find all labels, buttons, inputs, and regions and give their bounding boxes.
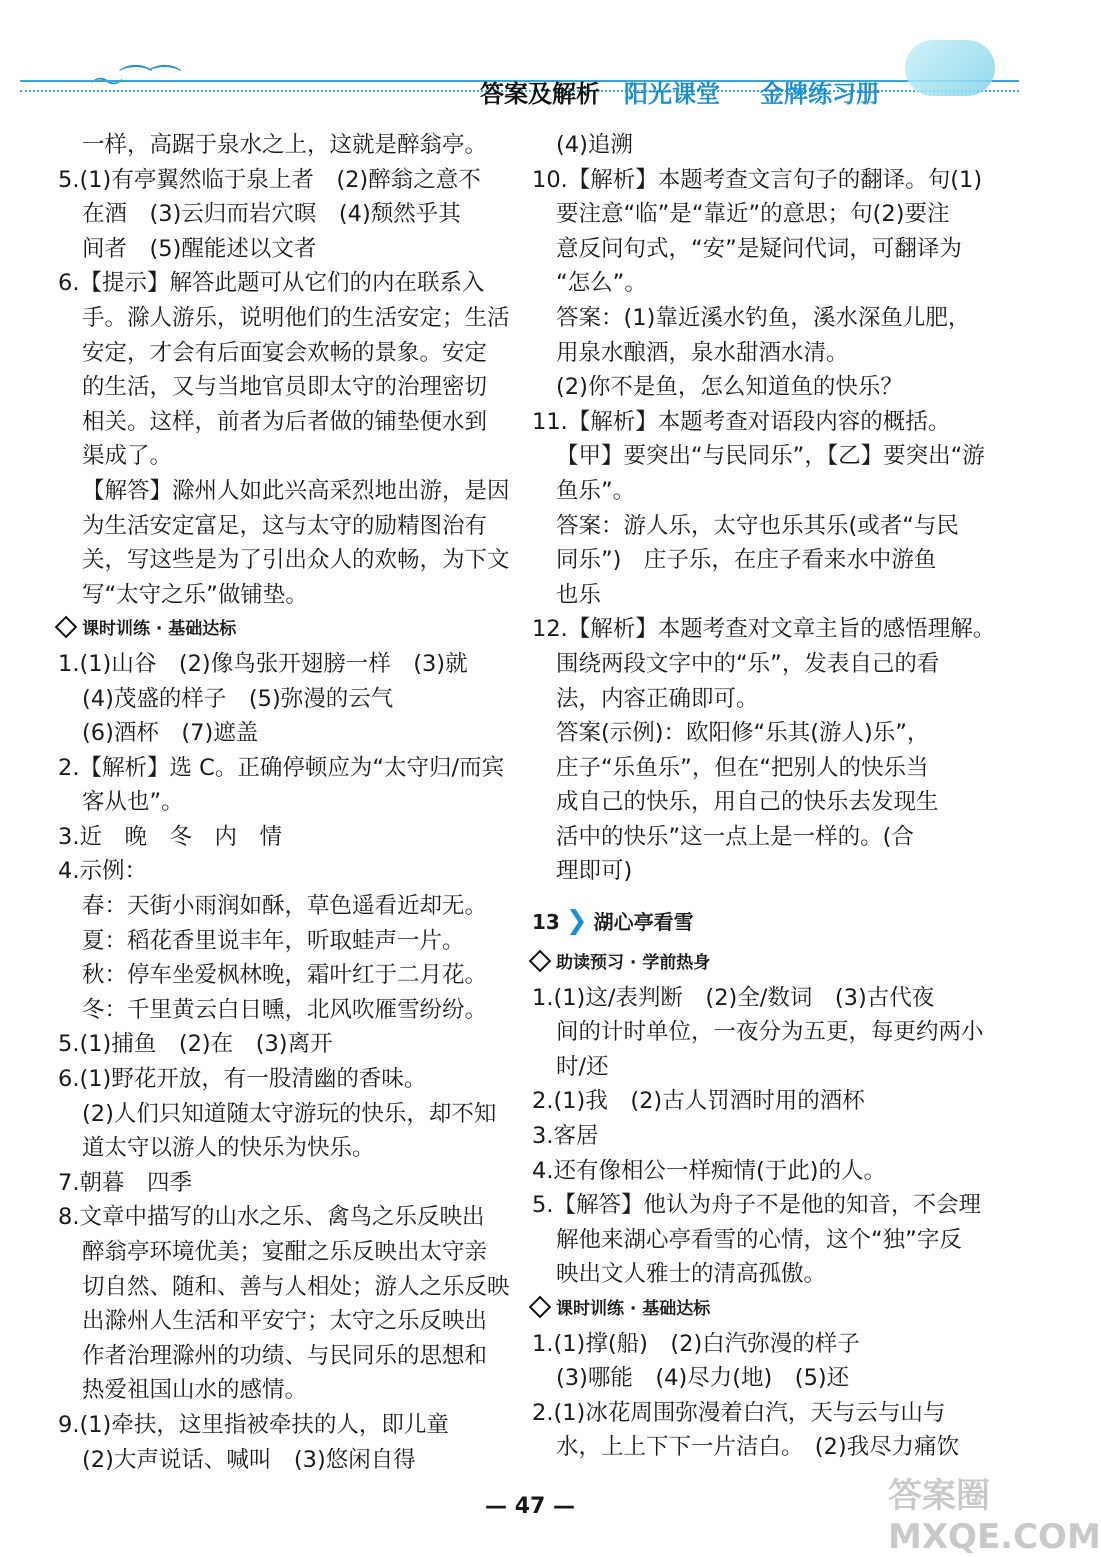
page-number: — 47 — <box>485 1494 575 1519</box>
text-line: 秋：停车坐爱枫林晚，霜叶红于二月花。 <box>82 962 488 989</box>
text-line: 为生活安定富足，这与太守的励精图治有 <box>82 512 488 539</box>
text-line: 答案：游人乐，太守也乐其乐(或者“与民 <box>556 512 959 539</box>
lesson-number: 13 <box>532 910 560 935</box>
text-line: 水，上上下下一片洁白。 (2)我尽力痛饮 <box>556 1434 960 1461</box>
text-line: 春：天街小雨润如酥，草色遥看近却无。 <box>82 893 488 920</box>
text-line: 6.(1)野花开放，有一股清幽的香味。 <box>58 1066 427 1093</box>
text-line: 意反问句式，“安”是疑问代词，可翻译为 <box>556 235 962 262</box>
text-line: 12.【解析】本题考查对文章主旨的感悟理解。 <box>532 616 996 643</box>
section-heading-text: 课时训练 · 基础达标 <box>82 619 237 640</box>
header-decoration <box>905 40 995 96</box>
text-line: 的生活，又与当地官员即太守的治理密切 <box>82 374 488 401</box>
section-heading <box>58 612 526 647</box>
text-line: 要注意“临”是“靠近”的意思；句(2)要注 <box>556 201 950 228</box>
chevron-right-icon: ❯ <box>565 906 588 937</box>
text-line: 9.(1)牵扶，这里指被牵扶的人，即儿童 <box>58 1411 449 1438</box>
text-line: (6)酒杯 (7)遮盖 <box>82 720 259 747</box>
text-line: 11.【解析】本题考查对语段内容的概括。 <box>532 408 951 435</box>
text-line: 写“太守之乐”做铺垫。 <box>82 581 308 608</box>
text-line: 围绕两段文字中的“乐”，发表自己的看 <box>556 650 940 677</box>
text-line: 间者 (5)醒能述以文者 <box>82 235 317 262</box>
text-line: 理即可) <box>556 858 633 885</box>
text-line: 夏：稻花香里说丰年，听取蛙声一片。 <box>82 927 465 954</box>
text-line: 2.【解析】选 C。正确停顿应为“太守归/而宾 <box>58 754 505 781</box>
text-line: 用泉水酿酒，泉水甜酒水清。 <box>556 339 849 366</box>
text-line: 渠成了。 <box>82 443 173 470</box>
text-line: (4)追溯 <box>556 132 633 158</box>
text-line: 2.(1)我 (2)古人罚酒时用的酒杯 <box>532 1088 865 1115</box>
text-line: 手。滁人游乐，说明他们的生活安定；生活 <box>82 304 510 331</box>
text-line: 5.【解答】他认为舟子不是他的知音，不会理 <box>532 1192 981 1219</box>
text-line: 安定，才会有后面宴会欢畅的景象。安定 <box>82 339 488 366</box>
text-line: 作者治理滁州的功绩、与民同乐的思想和 <box>82 1342 488 1369</box>
book-title: 阳光课堂 <box>624 79 720 108</box>
text-line: 冬：千里黄云白日曛，北风吹雁雪纷纷。 <box>82 996 488 1023</box>
text-line: 5.(1)有亭翼然临于泉上者 (2)醉翁之意不 <box>58 166 481 193</box>
text-line: 活中的快乐”这一点上是一样的。(合 <box>556 823 914 850</box>
text-line: 关，写这些是为了引出众人的欢畅，为下文 <box>82 547 510 574</box>
section-heading-text: 课时训练 · 基础达标 <box>556 1299 711 1319</box>
section-heading-text: 助读预习 · 学前热身 <box>556 953 711 974</box>
text-line: 在酒 (3)云归而岩穴暝 (4)颓然乎其 <box>82 201 461 228</box>
text-line: (2)你不是鱼，怎么知道鱼的快乐？ <box>556 374 903 401</box>
text-line: 醉翁亭环境优美；宴酣之乐反映出太守亲 <box>82 1239 488 1265</box>
text-line: 【甲】要突出“与民同乐”，【乙】要突出“游 <box>556 443 985 470</box>
text-line: 成自己的快乐，用自己的快乐去发现生 <box>556 789 939 816</box>
text-line: 3.近 晚 冬 内 情 <box>58 823 282 850</box>
text-line: (2)人们只知道随太守游玩的快乐，却不知 <box>82 1100 497 1127</box>
text-line: 也乐 <box>556 581 602 608</box>
text-line: 鱼乐”。 <box>556 477 636 504</box>
text-line: 答案：(1)靠近溪水钓鱼，溪水深鱼儿肥， <box>556 304 971 331</box>
text-line: 同乐”) 庄子乐，在庄子看来水中游鱼 <box>556 547 937 574</box>
diamond-icon <box>529 950 552 973</box>
text-line: 6.【提示】解答此题可从它们的内在联系入 <box>58 270 485 297</box>
text-line: 4.示例： <box>58 858 147 885</box>
text-line: 出滁州人生活和平安宁；太守之乐反映出 <box>82 1308 488 1335</box>
text-line: (4)茂盛的样子 (5)弥漫的云气 <box>82 685 394 712</box>
text-line: 客从也”。 <box>82 789 184 816</box>
text-line: 相关。这样，前者为后者做的铺垫便水到 <box>82 408 488 435</box>
lesson-title: 湖心亭看雪 <box>593 910 694 935</box>
text-line: 3.客居 <box>532 1123 599 1150</box>
text-line: 法，内容正确即可。 <box>556 685 759 712</box>
text-line: 8.文章中描写的山水之乐、禽鸟之乐反映出 <box>58 1204 485 1231</box>
text-line: “怎么”。 <box>556 270 647 297</box>
text-line: 1.(1)山谷 (2)像鸟张开翅膀一样 (3)就 <box>58 650 468 677</box>
text-line: 2.(1)冰花周围弥漫着白汽，天与云与山与 <box>532 1399 946 1426</box>
text-line: 4.还有像相公一样痴情(于此)的人。 <box>532 1157 887 1184</box>
answer-title: 答案及解析 <box>480 80 600 108</box>
diamond-icon <box>55 616 78 639</box>
lesson-heading <box>532 897 992 946</box>
right-column <box>532 128 996 1465</box>
text-line: 映出文人雅士的清高孤傲。 <box>556 1261 827 1288</box>
diamond-icon <box>529 1296 552 1319</box>
text-line: 间的计时单位，一夜分为五更，每更约两小 <box>556 1019 984 1046</box>
text-line: 1.(1)撑(船) (2)白汽弥漫的样子 <box>532 1330 860 1357</box>
text-line: 解他来湖心亭看雪的心情，这个“独”字反 <box>556 1226 962 1253</box>
text-line: 答案(示例)：欧阳修“乐其(游人)乐”， <box>556 720 930 747</box>
text-line: 热爱祖国山水的感情。 <box>82 1377 308 1404</box>
text-line: (2)大声说话、喊叫 (3)悠闲自得 <box>82 1446 416 1473</box>
birds-icon: 〜 ⌒ ⌒ <box>90 63 174 103</box>
text-line: 道太守以游人的快乐为快乐。 <box>82 1135 375 1162</box>
text-line: 【解答】滁州人如此兴高采烈地出游，是因 <box>82 477 510 504</box>
text-line: 10.【解析】本题考查文言句子的翻译。句(1) <box>532 166 983 193</box>
text-line: 1.(1)这/表判断 (2)全/数词 (3)古代夜 <box>532 984 935 1011</box>
section-heading <box>532 946 992 981</box>
text-line: 庄子“乐鱼乐”，但在“把别人的快乐当 <box>556 754 929 781</box>
text-line: 切自然、随和、善与人相处；游人之乐反映 <box>82 1273 510 1300</box>
text-line: (3)哪能 (4)尽力(地) (5)还 <box>556 1365 850 1392</box>
text-line: 5.(1)捕鱼 (2)在 (3)离开 <box>58 1031 333 1058</box>
text-line: 时/还 <box>556 1053 609 1080</box>
text-line: 一样，高踞于泉水之上，这就是醉翁亭。 <box>82 132 488 158</box>
watermark-logo: 答案圈 MXQE.COM <box>888 1476 1101 1557</box>
book-subtitle: 金牌练习册 <box>760 79 880 108</box>
text-line: 7.朝暮 四季 <box>58 1169 192 1196</box>
left-column <box>58 128 526 1477</box>
section-heading <box>532 1292 992 1327</box>
